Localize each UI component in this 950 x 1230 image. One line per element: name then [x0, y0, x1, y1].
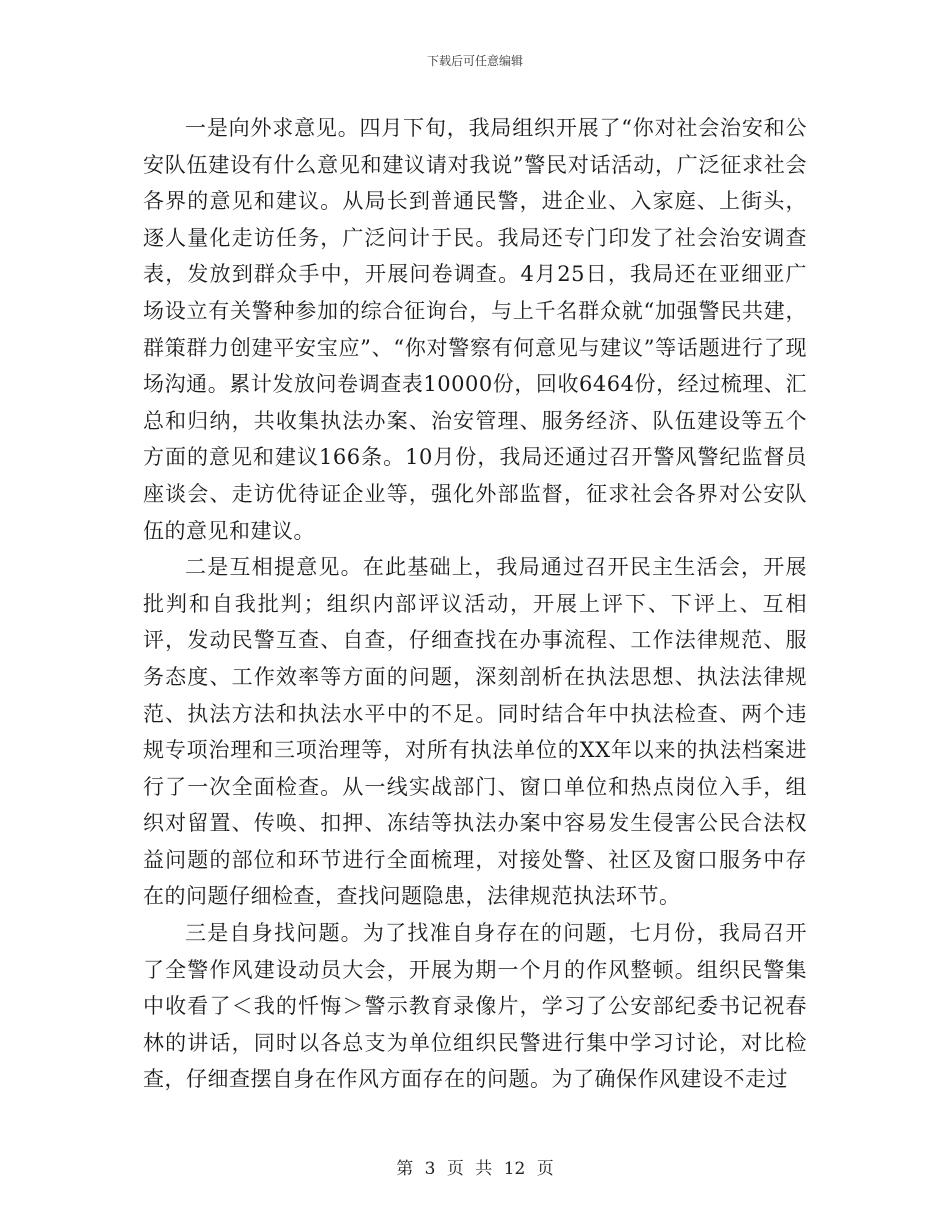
document-body	[143, 110, 807, 1098]
page-number-footer: 第 3 页 共 12 页	[396, 1159, 554, 1179]
paragraph-1: 一是向外求意见。四月下旬，我局组织开展了“你对社会治安和公安队伍建设有什么意见和建议请对我说”警民对话活动，广泛征求社会各界的意见和建议。从局长到普通民警，进企业、入家庭、上街头，逐人量化走访任务，广泛问计于民。我局还专门印发了社会治安调查表，发放到群众手中，开展问卷调查。4月25日，我局还在亚细亚广场设立有关警种参加的综合征询台，与上千名群众就“加强警民共建，群策群力创建平安宝应”、“你对警察有何意见与建议”等话题进行了现场沟通。累计发放问卷调查表10000份，回收6464份，经过梳理、汇总和归纳，共收集执法办案、治安管理、服务经济、队伍建设等五个方面的意见和建议166条。10月份，我局还通过召开警风警纪监督员座谈会、走访优待证企业等，强化外部监督，征求社会各界对公安队伍的意见和建议。	[143, 116, 807, 543]
paragraph-3: 三是自身找问题。为了找准自身存在的问题，七月份，我局召开了全警作风建设动员大会，开展为期一个月的作风整顿。组织民警集中收看了＜我的忏悔＞警示教育录像片，学习了公安部纪委书记祝春林的讲话，同时以各总支为单位组织民警进行集中学习讨论，对比检查，仔细查摆自身在作风方面存在的问题。为了确保作风建设不走过	[143, 921, 807, 1092]
paragraph-2: 二是互相提意见。在此基础上，我局通过召开民主生活会，开展批判和自我批判；组织内部评议活动，开展上评下、下评上、互相评，发动民警互查、自查，仔细查找在办事流程、工作法律规范、服务态度、工作效率等方面的问题，深刻剖析在执法思想、执法法律规范、执法方法和执法水平中的不足。同时结合年中执法检查、两个违规专项治理和三项治理等，对所有执法单位的XX年以来的执法档案进行了一次全面检查。从一线实战部门、窗口单位和热点岗位入手，组织对留置、传唤、扣押、冻结等执法办案中容易发生侵害公民合法权益问题的部位和环节进行全面梳理，对接处警、社区及窗口服务中存在的问题仔细检查，查找问题隐患，法律规范执法环节。	[143, 555, 807, 909]
page-header: 下载后可任意编辑	[426, 54, 523, 68]
